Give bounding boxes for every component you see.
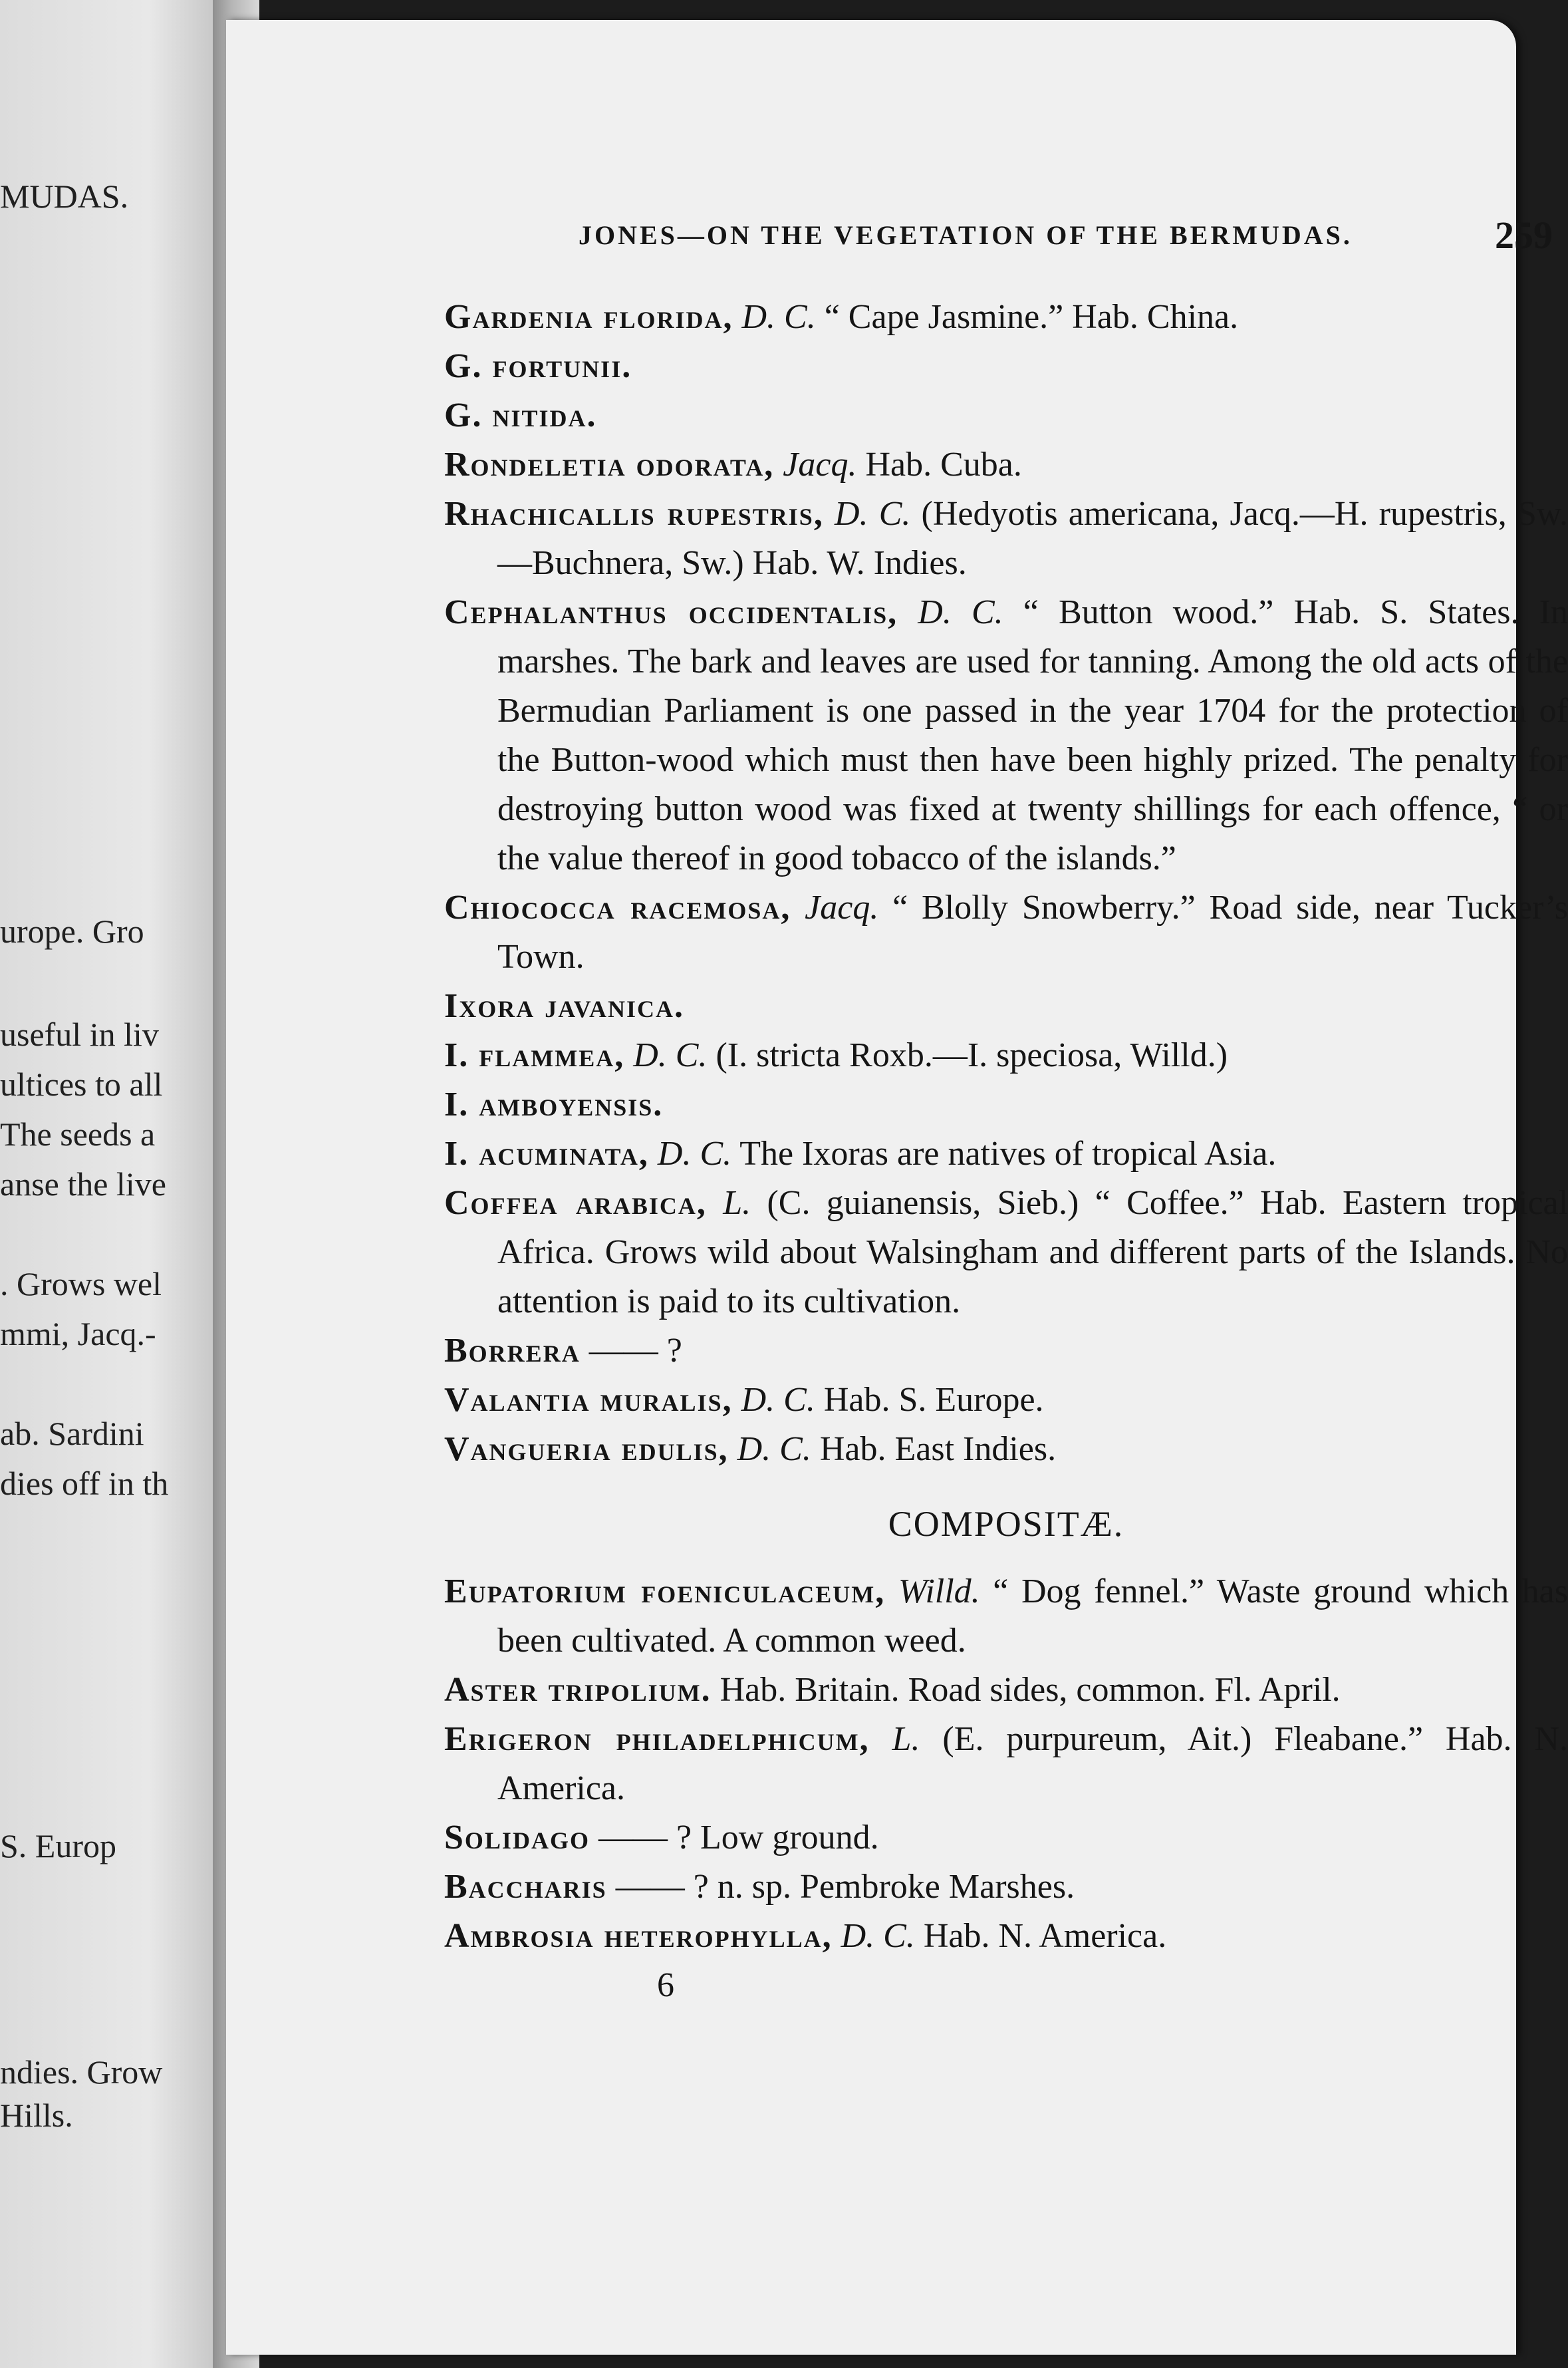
species-note: “ Blolly Snowberry.” Road side, near Tucker’s Town. (497, 889, 1568, 976)
species-authority: D. C. (741, 1381, 815, 1419)
species-authority: L. (892, 1720, 920, 1758)
species-entry (444, 1912, 1568, 1961)
species-name: Borrera (444, 1332, 581, 1370)
species-note: “ Dog fennel.” Waste ground which has been cultivated. A common weed. (497, 1572, 1568, 1660)
species-name: I. flammea, (444, 1036, 625, 1074)
species-note: (Hedyotis americana, Jacq.—H. rupestris, Sw.—Buchnera, Sw.) Hab. W. Indies. (497, 495, 1568, 582)
species-note: (C. guianensis, Sieb.) “ Coffee.” Hab. Eastern tropical Africa. Grows wild about Walsingham and different parts of the Islands. No attention is paid to its cultivation. (497, 1184, 1568, 1320)
species-authority: D. C. (737, 1430, 811, 1468)
species-name: Valantia muralis, (444, 1381, 733, 1419)
species-entry (444, 1862, 1568, 1912)
species-note: Hab. Cuba. (865, 446, 1022, 484)
species-authority: L. (723, 1184, 751, 1222)
species-name: Aster tripolium. (444, 1671, 712, 1709)
species-authority: D. C. (841, 1917, 915, 1955)
species-authority: D. C. (918, 593, 1003, 631)
species-entry (444, 1666, 1568, 1715)
species-name: Eupatorium foeniculaceum, (444, 1572, 886, 1610)
species-authority: Jacq. (805, 889, 879, 927)
species-entry (444, 293, 1568, 342)
facing-page-line: mmi, Jacq.- (0, 1315, 156, 1352)
species-name: Rondeletia odorata, (444, 446, 775, 484)
species-name: Gardenia florida, (444, 298, 733, 336)
species-name: Chiococca racemosa, (444, 889, 791, 927)
species-name: Rhachicallis rupestris, (444, 495, 824, 533)
species-note: (I. stricta Roxb.—I. speciosa, Willd.) (716, 1036, 1228, 1074)
species-entry (444, 1715, 1568, 1813)
species-name: Baccharis (444, 1868, 607, 1906)
species-name: Erigeron philadelphicum, (444, 1720, 870, 1758)
species-note: Hab. N. America. (923, 1917, 1167, 1955)
page-number: 259 (1495, 214, 1553, 257)
species-authority: D. C. (633, 1036, 708, 1074)
facing-page-line: ab. Sardini (0, 1415, 144, 1452)
facing-page-line: ultices to all (0, 1066, 163, 1103)
species-entry (444, 1813, 1568, 1862)
species-note: The Ixoras are natives of tropical Asia. (739, 1135, 1277, 1173)
species-name: Cephalanthus occidentalis, (444, 593, 898, 631)
rubiaceae-entries (444, 293, 1568, 1474)
species-name: Coffea arabica, (444, 1184, 707, 1222)
species-name: G. nitida. (444, 396, 597, 434)
species-entry (444, 588, 1568, 883)
species-entry (444, 391, 1568, 440)
species-note: “ Cape Jasmine.” Hab. China. (824, 298, 1239, 336)
species-note: —— ? (588, 1332, 682, 1370)
section-title: COMPOSITÆ. (888, 1504, 1124, 1544)
facing-page-line: useful in liv (0, 1016, 159, 1053)
species-entry (444, 440, 1568, 490)
species-note: Hab. East Indies. (819, 1430, 1057, 1468)
species-name: Ixora javanica. (444, 987, 684, 1025)
species-name: I. amboyensis. (444, 1086, 664, 1123)
species-note: Hab. S. Europe. (823, 1381, 1044, 1419)
species-authority: D. C. (657, 1135, 732, 1173)
signature-mark: 6 (657, 1966, 674, 2004)
facing-page-fragment (0, 0, 213, 2368)
species-note: —— ? n. sp. Pembroke Marshes. (615, 1868, 1075, 1906)
facing-page-line: urope. Gro (0, 913, 144, 950)
species-entry (444, 1129, 1568, 1179)
species-entry (444, 1179, 1568, 1326)
species-authority: D. C. (741, 298, 816, 336)
page-body (444, 293, 1568, 2010)
species-name: I. acuminata, (444, 1135, 649, 1173)
facing-page-line: anse the live (0, 1165, 166, 1203)
species-name: Vangueria edulis, (444, 1430, 729, 1468)
species-entry (444, 1326, 1568, 1376)
species-name: G. fortunii. (444, 347, 632, 385)
facing-page-line: dies off in th (0, 1465, 169, 1502)
facing-page-line: MUDAS. (0, 178, 129, 215)
species-entry (444, 342, 1568, 391)
species-entry (444, 982, 1568, 1031)
species-note: (E. purpureum, Ait.) Fleabane.” Hab. N. America. (497, 1720, 1568, 1807)
facing-page-line: The seeds a (0, 1115, 156, 1153)
facing-page-line: ndies. Grow (0, 2053, 163, 2091)
facing-page-line: S. Europ (0, 1827, 116, 1864)
species-entry (444, 883, 1568, 982)
species-authority: Willd. (898, 1572, 980, 1610)
compositae-entries (444, 1567, 1568, 1961)
species-name: Ambrosia heterophylla, (444, 1917, 833, 1955)
species-entry (444, 1031, 1568, 1080)
species-name: Solidago (444, 1819, 590, 1856)
facing-page-line: Hills. (0, 2097, 73, 2134)
species-note: —— ? Low ground. (598, 1819, 879, 1856)
species-entry (444, 490, 1568, 588)
species-entry (444, 1080, 1568, 1129)
species-note: Hab. Britain. Road sides, common. Fl. April. (719, 1671, 1341, 1709)
species-authority: D. C. (834, 495, 911, 533)
species-entry (444, 1567, 1568, 1666)
book-page (226, 20, 1568, 2355)
species-entry (444, 1425, 1568, 1474)
species-authority: Jacq. (783, 446, 857, 484)
running-head: JONES—ON THE VEGETATION OF THE BERMUDAS. (579, 220, 1353, 250)
species-entry (444, 1376, 1568, 1425)
species-note: “ Button wood.” Hab. S. States. In marshes. The bark and leaves are used for tanning. Among the old acts of the Bermudian Parliament is one passed in the year 1704 for the protection of the Button-wood which must then have been highly prized. The penalty for destroying button wood was fixed at twenty shillings for each offence, “ or the value thereof in good tobacco of the islands.” (497, 593, 1568, 877)
facing-page-line: . Grows wel (0, 1265, 162, 1302)
